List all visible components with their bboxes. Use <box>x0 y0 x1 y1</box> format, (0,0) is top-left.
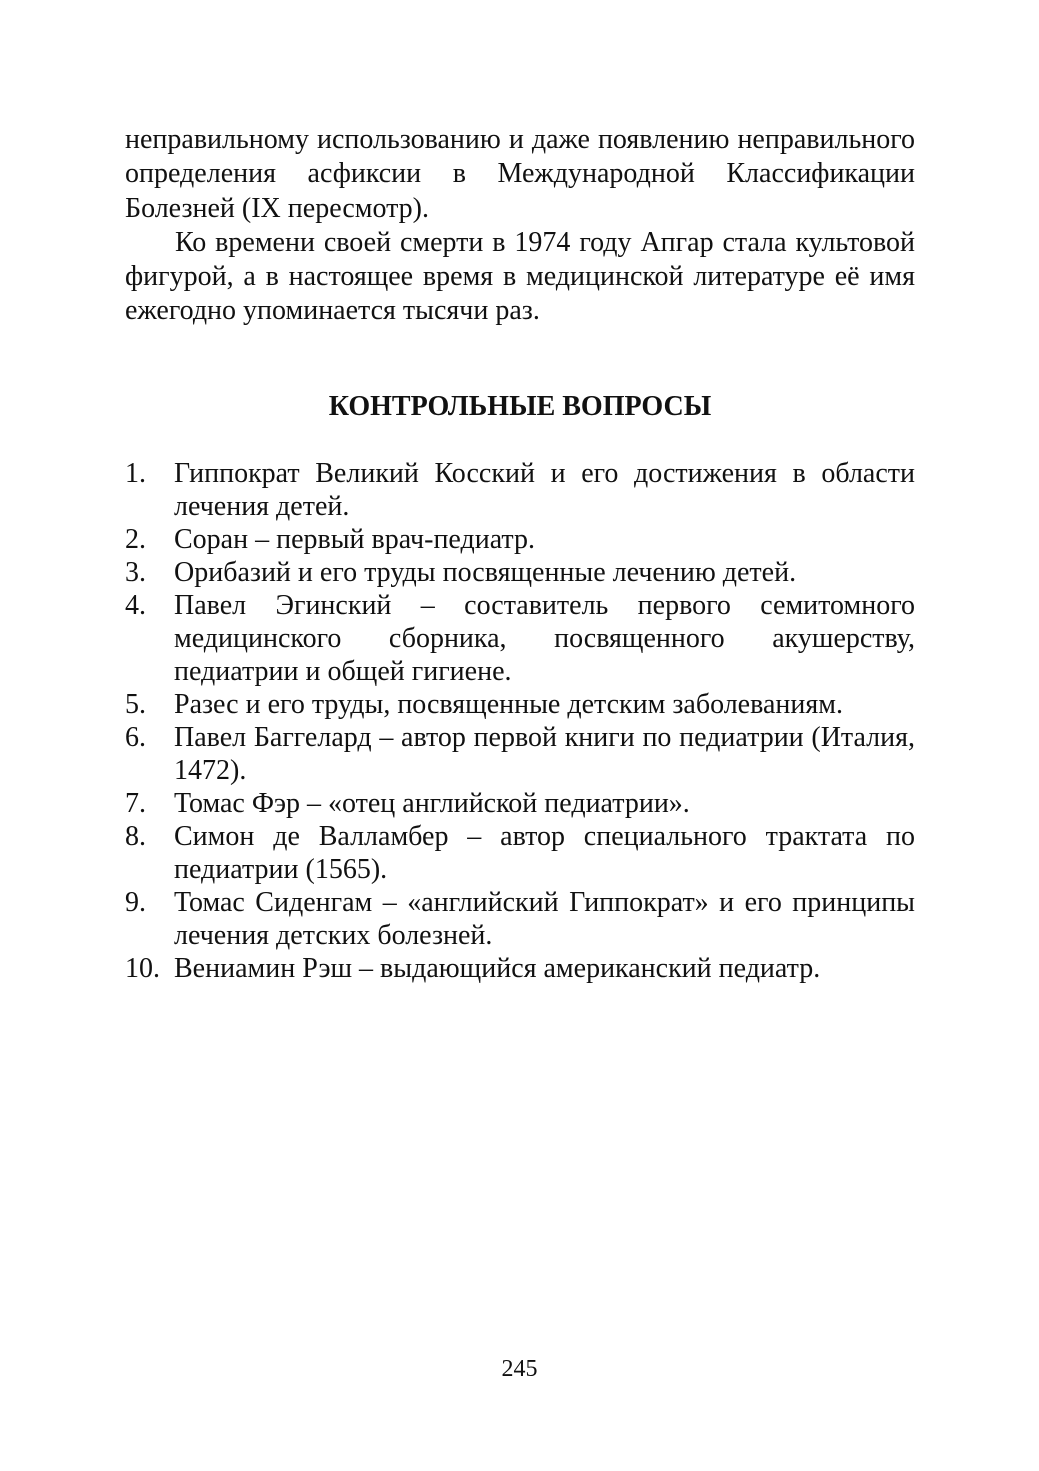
question-text: Разес и его труды, посвященные детским заболеваниям. <box>174 689 843 720</box>
question-text: Вениамин Рэш – выдающийся американский педиатр. <box>174 953 821 984</box>
question-text: Орибазий и его труды посвященные лечению детей. <box>174 557 797 588</box>
question-text: Павел Эгинский – составитель первого семитомного медицинского сборника, посвященного акушерству, педиатрии и общей гигиене. <box>174 590 915 687</box>
question-item <box>125 589 915 688</box>
section-heading: КОНТРОЛЬНЫЕ ВОПРОСЫ <box>328 391 712 422</box>
body-paragraph: неправильному использованию и даже появлению неправильного определения асфиксии в Международной Классификации Болезней (IX пересмотр). <box>125 124 915 224</box>
question-item <box>125 688 915 721</box>
question-item <box>125 523 915 556</box>
question-text: Соран – первый врач-педиатр. <box>174 524 536 555</box>
question-number: 7. <box>125 788 146 819</box>
question-item <box>125 457 915 523</box>
question-text: Павел Баггелард – автор первой книги по педиатрии (Италия, 1472). <box>174 722 915 786</box>
question-number: 2. <box>125 524 146 555</box>
page-content <box>125 123 915 984</box>
question-item <box>125 820 915 886</box>
question-text: Томас Фэр – «отец английской педиатрии». <box>174 788 690 819</box>
question-text: Томас Сиденгам – «английский Гиппократ» и его принципы лечения детских болезней. <box>174 887 915 951</box>
question-number: 1. <box>125 458 146 489</box>
question-number: 5. <box>125 689 146 720</box>
question-item <box>125 952 915 985</box>
question-number: 4. <box>125 590 146 621</box>
question-number: 9. <box>125 887 146 918</box>
question-number: 8. <box>125 821 146 852</box>
question-item <box>125 556 915 589</box>
questions-list <box>125 457 915 985</box>
question-text: Симон де Валламбер – автор специального трактата по педиатрии (1565). <box>174 821 915 885</box>
question-number: 10. <box>125 953 160 984</box>
question-item <box>125 721 915 787</box>
page-number: 245 <box>501 1356 538 1382</box>
question-number: 3. <box>125 557 146 588</box>
body-paragraph: Ко времени своей смерти в 1974 году Апгар стала культовой фигурой, а в настоящее время в медицинской литературе её имя ежегодно упоминается тысячи раз. <box>125 226 915 327</box>
question-item <box>125 886 915 952</box>
question-number: 6. <box>125 722 146 753</box>
question-item <box>125 787 915 820</box>
question-text: Гиппократ Великий Косский и его достижения в области лечения детей. <box>174 458 915 522</box>
